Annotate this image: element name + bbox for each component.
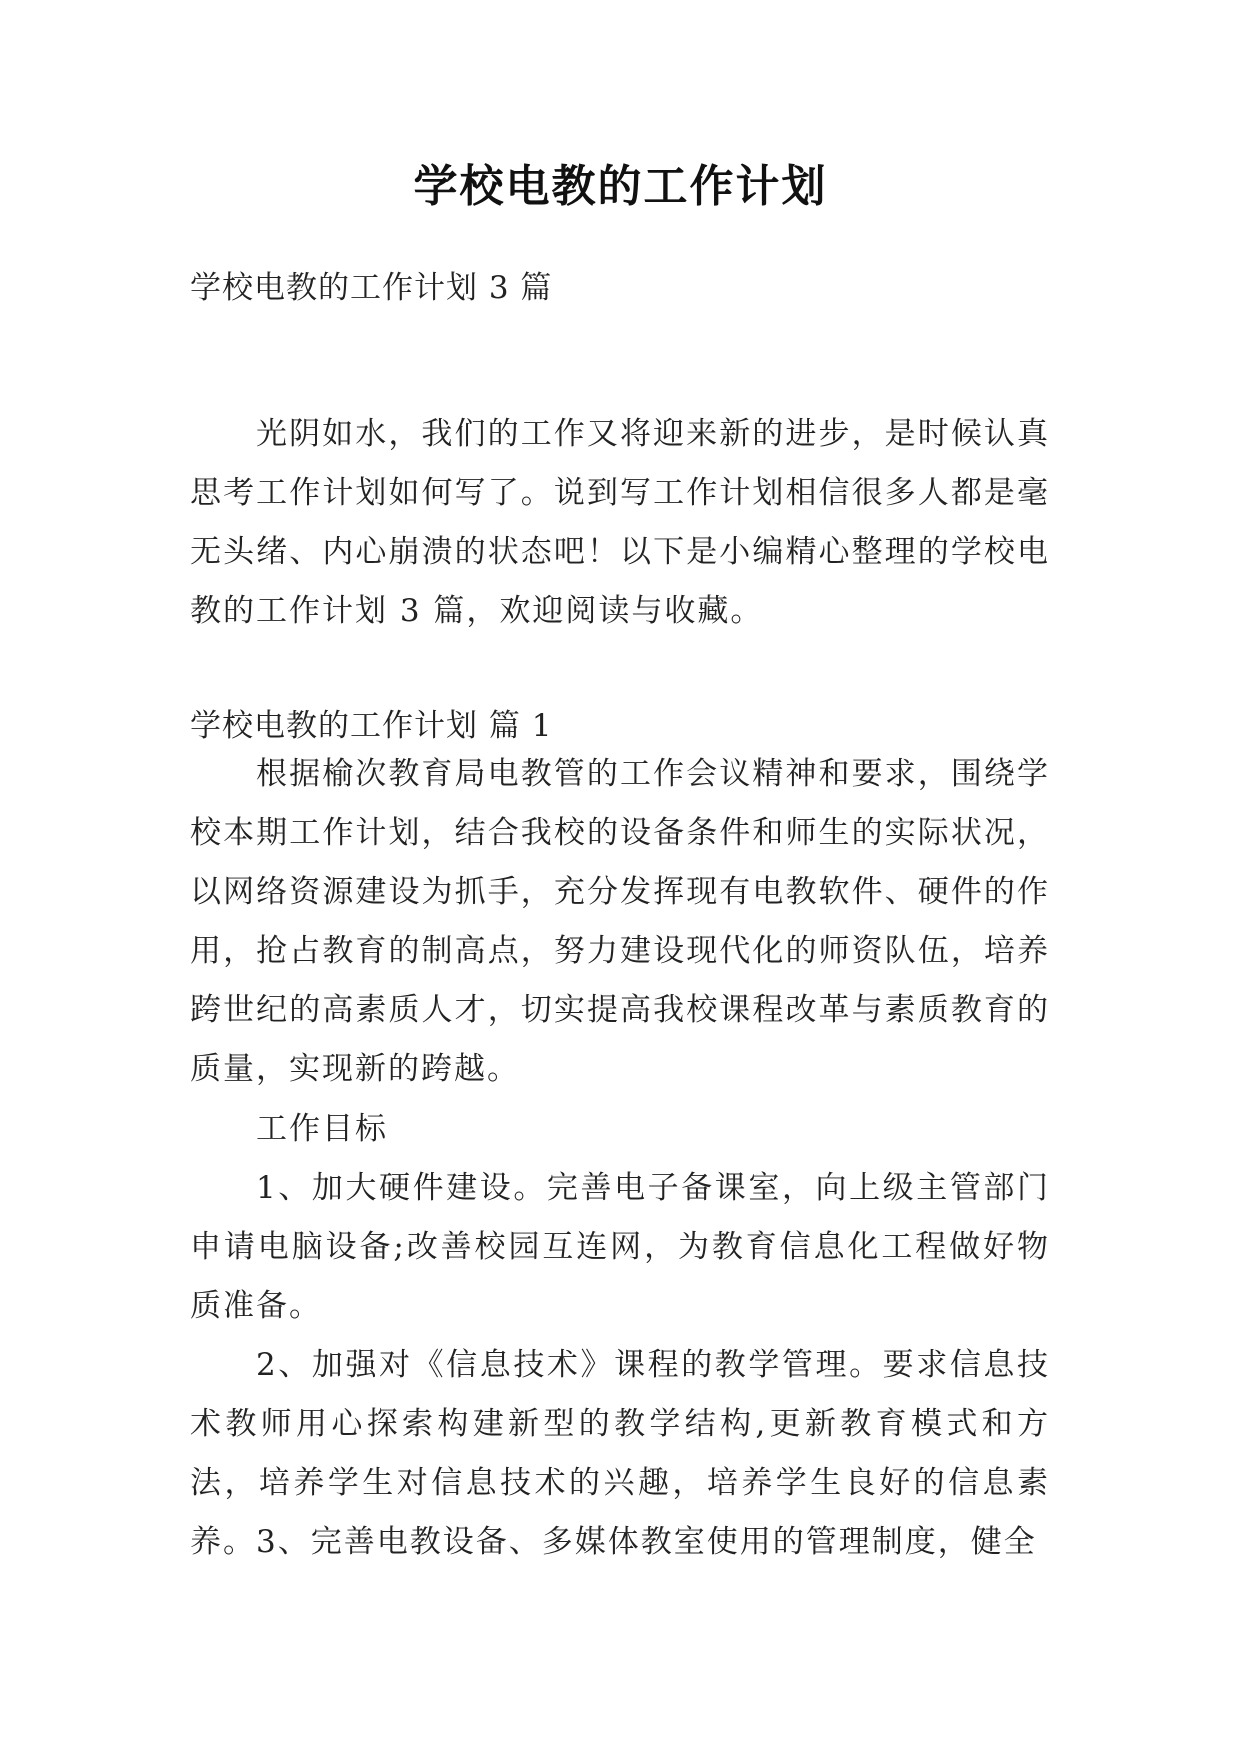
section-heading: 学校电教的工作计划 篇 1 [190,708,553,744]
intro-paragraph: 光阴如水，我们的工作又将迎来新的进步，是时候认真思考工作计划如何写了。说到写工作计划相信很多人都是毫无头绪、内心崩溃的状态吧！以下是小编精心整理的学校电教的工作计划 3 篇，欢迎阅读与收藏。 [190,416,1050,629]
goal-item: 3、完善电教设备、多媒体教室使用的管理制度，健全 [256,1524,1037,1560]
section-body-paragraph: 根据榆次教育局电教管的工作会议精神和要求，围绕学校本期工作计划，结合我校的设备条件和师生的实际状况，以网络资源建设为抓手，充分发挥现有电教软件、硬件的作用，抢占教育的制高点，努力建设现代化的师资队伍，培养跨世纪的高素质人才，切实提高我校课程改革与素质教育的质量，实现新的跨越。 [190,756,1050,1087]
document-title: 学校电教的工作计划 [413,161,828,212]
goal-item: 1、加大硬件建设。完善电子备课室，向上级主管部门申请电脑设备;改善校园互连网，为教育信息化工程做好物质准备。 [190,1170,1050,1324]
goal-heading: 工作目标 [256,1111,388,1147]
document-subtitle: 学校电教的工作计划 3 篇 [190,270,553,306]
goal-item: 2、加强对《信息技术》课程的教学管理。要求信息技术教师用心探索构建新型的教学结构,更新教育模式和方法，培养学生对信息技术的兴趣，培养学生良好的信息素养。 [190,1347,1050,1560]
